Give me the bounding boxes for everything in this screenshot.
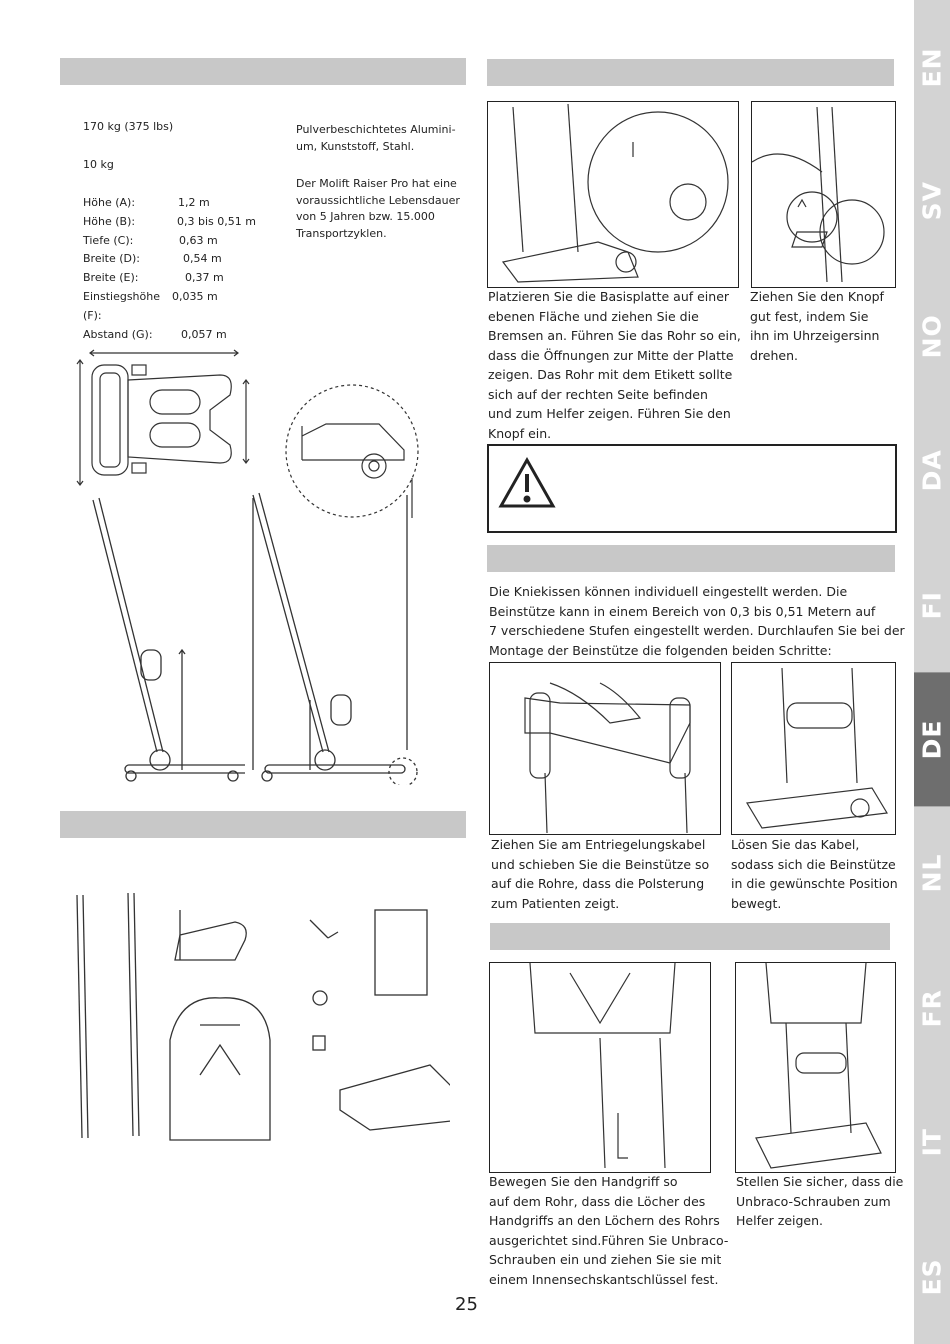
legrest-step2-text [731,835,898,913]
language-tab-de[interactable]: DE [914,672,950,806]
spec-lifetime [296,176,460,242]
language-tab-da[interactable]: DA [917,449,947,492]
assembly-step1-line: zeigen. Das Rohr mit dem Etikett sollte [488,367,733,382]
handle-step1-image [489,962,711,1173]
spec-dimension-value: 0,3 bis 0,51 m [177,214,256,228]
assembly-step2-image [751,101,896,288]
legrest-step2-image [731,662,896,835]
section-header-handle [490,923,890,950]
handle-step1-line: Bewegen Sie den Handgriff so [489,1174,678,1189]
assembly-step2-line: Ziehen Sie den Knopf [750,289,884,304]
spec-dimension-value: 0,54 m [183,252,222,266]
legrest-step1-line: Ziehen Sie am Entriegelungskabel [491,837,706,852]
section-header-assembly [487,59,894,86]
spec-dimension-value: 0,37 m [185,271,224,285]
side-view-diagram-2 [245,490,420,785]
spec-dimension-row [83,288,256,326]
assembly-step2-line: drehen. [750,347,798,363]
handle-step2-text [736,1172,903,1231]
spec-dimension-row [83,269,256,288]
side-view-diagram-1 [85,490,245,785]
spec-dimension-label: Breite (D): [83,252,140,266]
legrest-step1-text [491,835,709,913]
handle-step1-line: ausgerichtet sind.Führen Sie Unbraco- [489,1232,729,1248]
spec-dimension-value: 0,057 m [181,327,227,341]
language-tab-sv[interactable]: SV [917,181,947,222]
spec-dimension-row [83,326,256,345]
section-header-specs [60,58,466,85]
spec-dimension-label: Breite (E): [83,271,139,285]
spec-dimension-row [83,250,256,269]
legrest-step1-line: zum Patienten zeigt. [491,895,620,911]
language-tab-es[interactable]: ES [917,1258,947,1296]
assembly-step1-line: Knopf ein. [488,425,552,441]
assembly-step1-line: ebenen Fläche und ziehen Sie die [488,308,699,324]
language-tab-no[interactable]: NO [917,313,947,359]
spec-dimension-label: Höhe (B): [83,214,136,228]
section-header-legrest [487,545,895,572]
handle-step2-line: Helfer zeigen. [736,1213,824,1228]
spec-lifetime-line: Transportzyklen. [296,226,387,240]
page-number: 25 [455,1294,478,1315]
legrest-intro-text [489,582,905,660]
language-tab-fr[interactable]: FR [917,988,947,1028]
spec-dimension-list [83,194,256,344]
legrest-intro-line: Die Kniekissen können individuell eingestellt werden. Die [489,584,848,599]
spec-dimension-row [83,194,256,213]
spec-dimension-label: Höhe (A): [83,196,136,209]
legrest-step2-line: bewegt. [731,895,782,911]
spec-dimension-value: 1,2 m [178,196,210,209]
handle-step1-text [489,1172,728,1289]
legrest-intro-line: Montage der Beinstütze die folgenden beiden Schritte: [489,642,832,658]
handle-step1-line: auf dem Rohr, dass die Löcher des [489,1193,706,1209]
spec-material [296,122,456,155]
handle-step1-line: Schrauben ein und ziehen Sie sie mit [489,1252,722,1267]
top-view-diagram [70,345,250,490]
spec-dimension-value: 0,035 m [172,289,218,303]
legrest-step2-line: Lösen Sie das Kabel, [731,837,860,852]
legrest-step2-line: in die gewünschte Position [731,876,898,891]
legrest-step1-line: und schieben Sie die Beinstütze so [491,856,710,872]
handle-step1-line: Handgriffs an den Löchern des Rohrs [489,1213,720,1228]
legrest-step1-image [489,662,721,835]
assembly-step1-line: dass die Öffnungen zur Mitte der Platte [488,347,734,363]
spec-dimension-label: Abstand (G): [83,327,153,341]
assembly-step1-line: Bremsen an. Führen Sie das Rohr so ein, [488,328,741,343]
spec-lifetime-line: von 5 Jahren bzw. 15.000 [296,210,435,223]
legrest-step2-line: sodass sich die Beinstütze [731,856,896,872]
handle-step2-image [735,962,896,1173]
spec-lifetime-line: Der Molift Raiser Pro hat eine [296,177,457,190]
handle-step2-line: Stellen Sie sicher, dass die [736,1174,904,1189]
assembly-step1-image [487,101,739,288]
assembly-step2-line: gut fest, indem Sie [750,308,869,324]
language-tab-nl[interactable]: NL [917,854,947,894]
spec-dimension-value: 0,63 m [179,233,218,247]
spec-max-load: 170 kg (375 lbs) [83,120,174,133]
section-header-parts [60,811,466,838]
legrest-step1-line: auf die Rohre, dass die Polsterung [491,876,705,891]
spec-weight: 10 kg [83,158,114,171]
legrest-intro-line: 7 verschiedene Stufen eingestellt werden. Durchlaufen Sie bei der [489,623,905,638]
spec-material-line: Pulverbeschichtetes Alumini- [296,123,456,136]
spec-dimension-row [83,213,256,232]
spec-dimension-row [83,232,256,251]
language-tab-it[interactable]: IT [917,1128,947,1157]
spec-dimension-label: Tiefe (C): [83,233,134,247]
warning-icon [500,458,552,506]
parts-diagram [70,890,450,1145]
language-tab-en[interactable]: EN [917,47,947,88]
spec-material-line: um, Kunststoff, Stahl. [296,139,415,153]
handle-step1-line: einem Innensechskantschlüssel fest. [489,1271,719,1287]
assembly-step2-text [750,287,884,365]
legrest-intro-line: Beinstütze kann in einem Bereich von 0,3 bis 0,51 Metern auf [489,603,876,619]
handle-step2-line: Unbraco-Schrauben zum [736,1193,891,1209]
spec-dimension-label: Einstiegshöhe (F): [83,289,160,322]
assembly-step2-line: ihn im Uhrzeigersinn [750,328,880,343]
spec-lifetime-line: voraussichtliche Lebensdauer [296,193,460,207]
assembly-step1-line: sich auf der rechten Seite befinden [488,386,708,402]
assembly-step1-text [488,287,741,443]
language-tab-fi[interactable]: FI [917,590,947,619]
assembly-step1-line: und zum Helfer zeigen. Führen Sie den [488,406,731,421]
assembly-step1-line: Platzieren Sie die Basisplatte auf einer [488,289,730,304]
